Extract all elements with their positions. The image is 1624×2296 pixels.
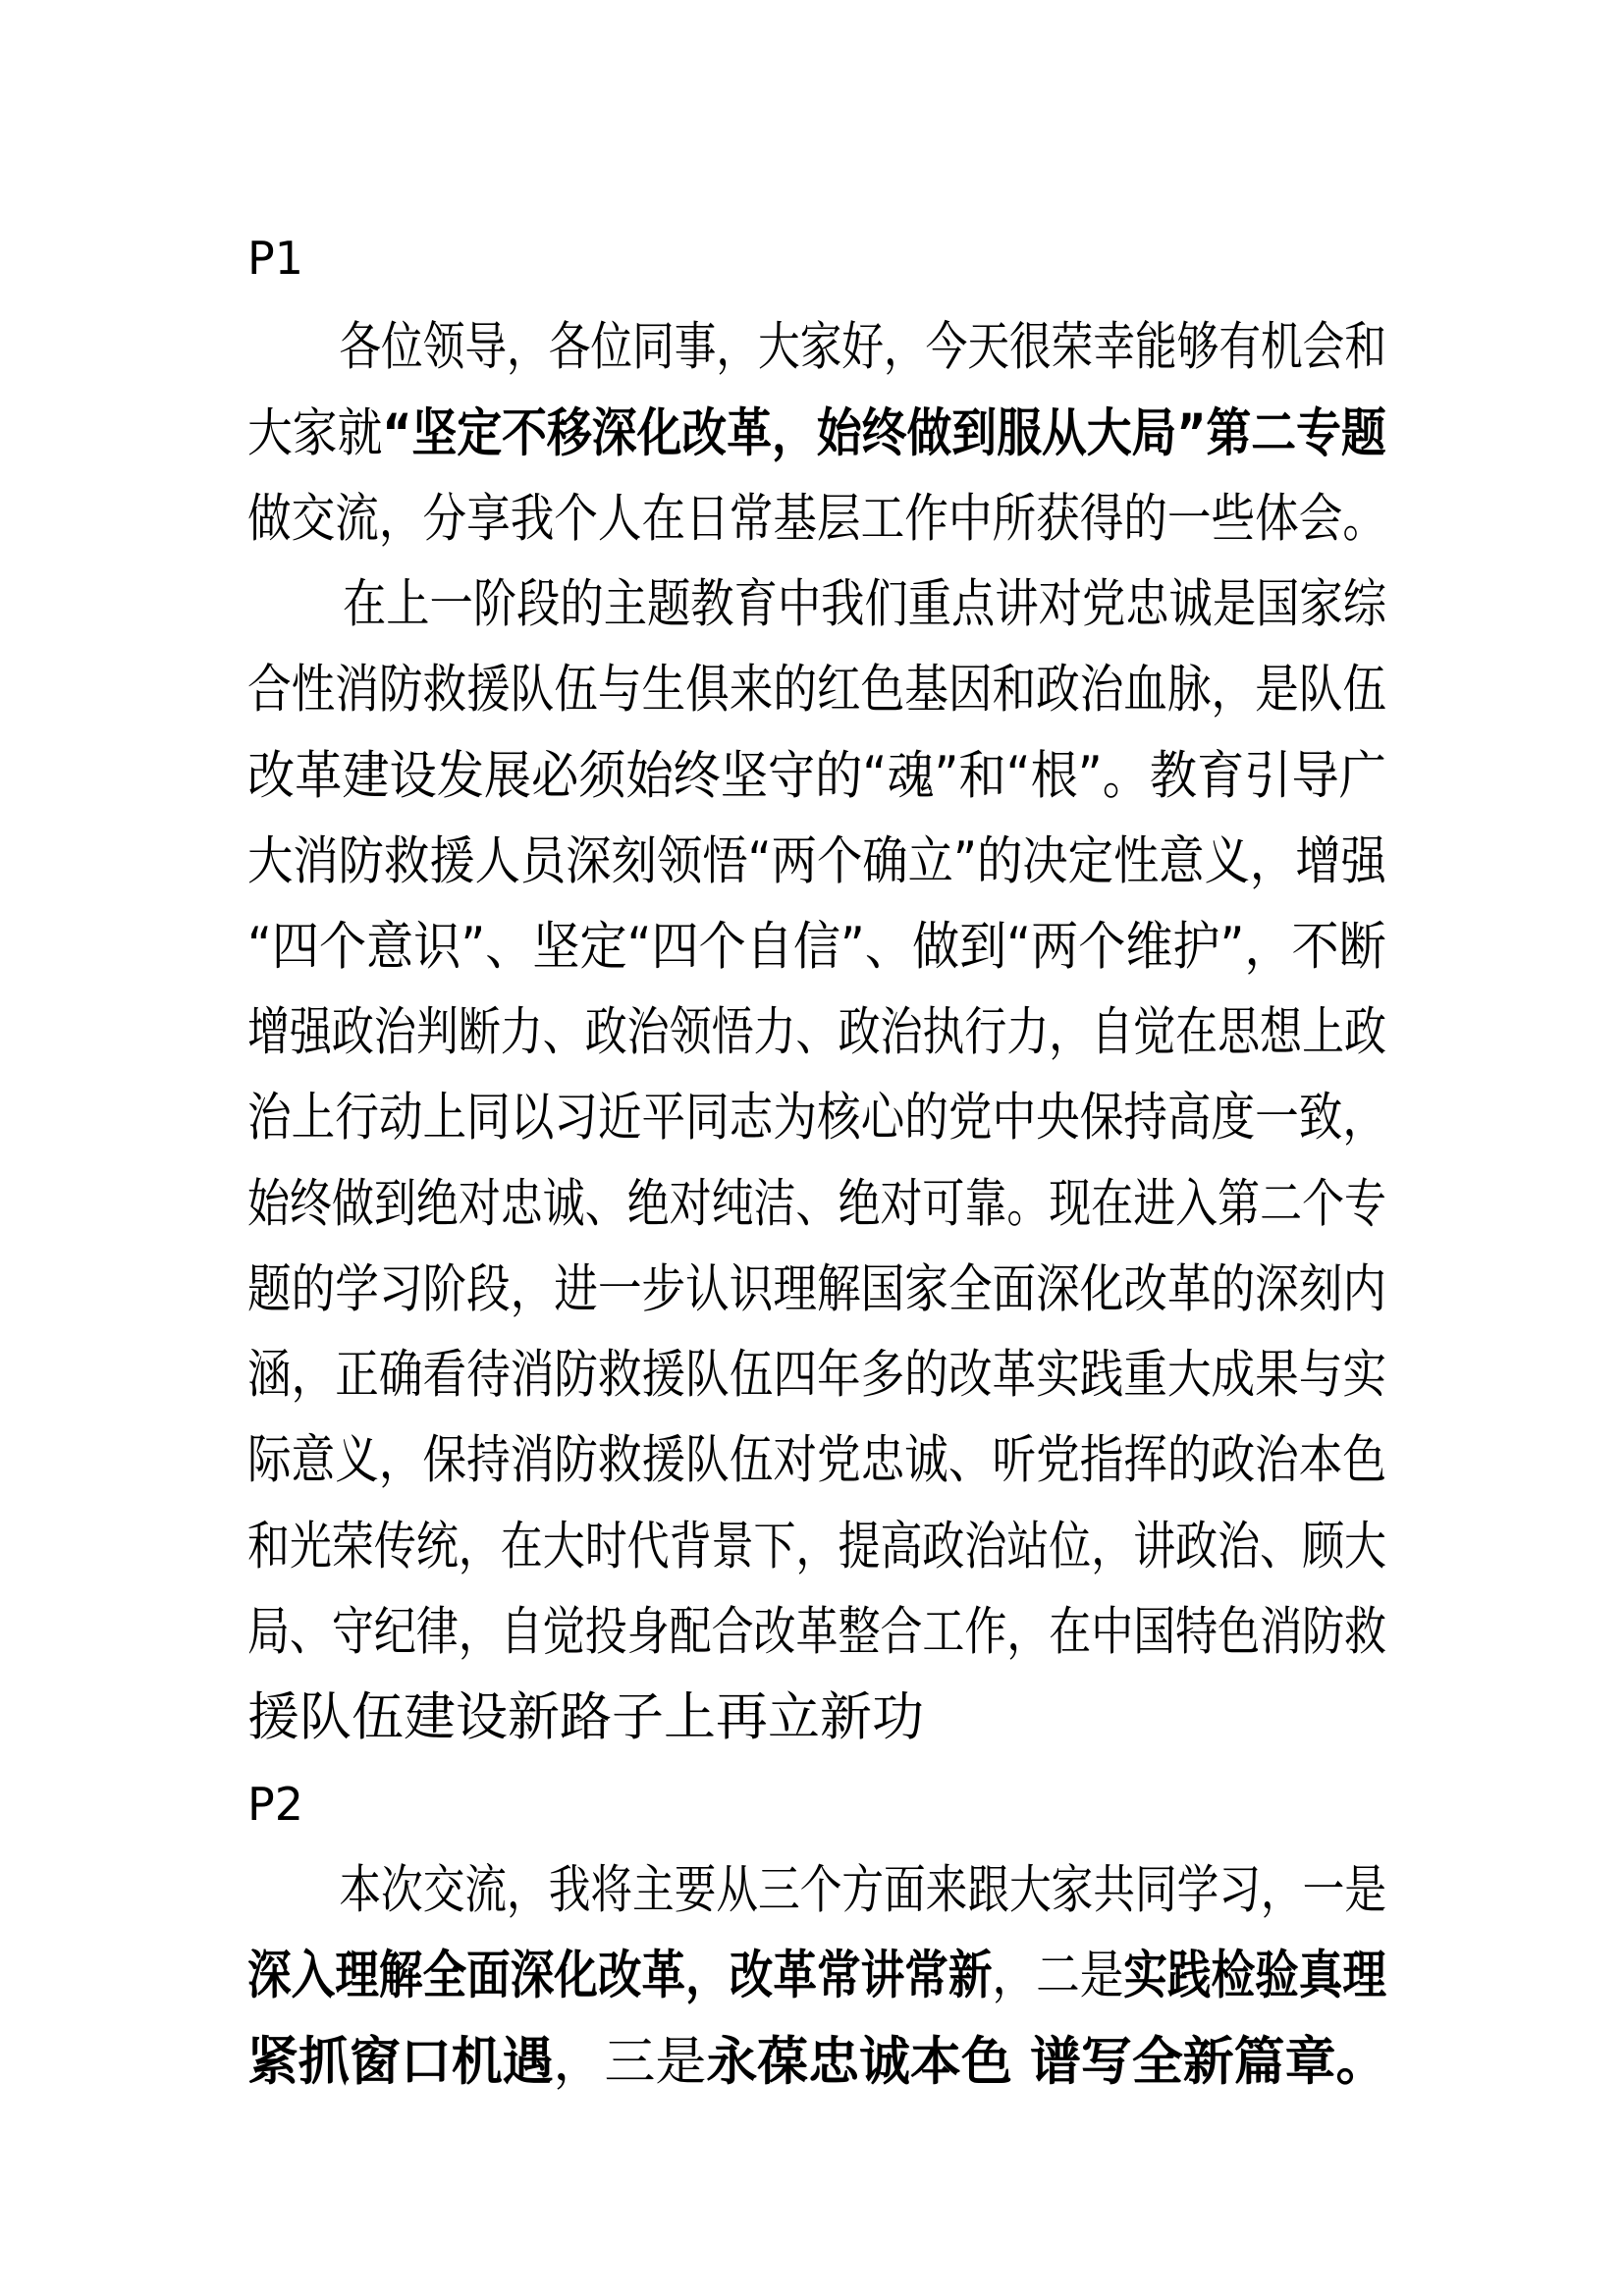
- paragraph-line: [247, 904, 1386, 989]
- body-text: 合性消防救援队伍与生俱来的红色基因和政治血脉，是队伍: [247, 660, 1386, 720]
- body-text: 局、守纪律，自觉投身配合改革整合工作，在中国特色消防救: [247, 1602, 1386, 1662]
- section-marker: P1: [247, 232, 304, 285]
- paragraph-line: [247, 1933, 1386, 2018]
- body-text: 增强政治判断力、政治领悟力、政治执行力，自觉在思想上政: [247, 1002, 1386, 1062]
- paragraph-line: [247, 1332, 1386, 1417]
- body-text: 各位领导，各位同事，大家好，今天很荣幸能够有机会和: [339, 317, 1386, 377]
- paragraph-line: [247, 1417, 1386, 1503]
- body-text: ，二是: [992, 1946, 1124, 2005]
- bold-text: “坚定不移深化改革，始终做到服从大局”第二专题: [382, 403, 1386, 463]
- body-text: 改革建设发展必须始终坚守的“魂”和“根”。教育引导广: [247, 746, 1386, 806]
- paragraph-line: [247, 1247, 1386, 1332]
- paragraph-line: [247, 304, 1478, 390]
- paragraph-line: [247, 1504, 1386, 1589]
- body-text: 始终做到绝对忠诚、绝对纯洁、绝对可靠。现在进入第二个专: [247, 1174, 1386, 1234]
- body-text: 和光荣传统，在大时代背景下，提高政治站位，讲政治、顾大: [247, 1517, 1386, 1576]
- bold-text: 深入理解全面深化改革，改革常讲常新: [247, 1946, 993, 2005]
- body-text: 做交流，分享我个人在日常基层工作中所获得的一些体会。: [247, 489, 1386, 549]
- paragraph-line: [247, 819, 1386, 904]
- body-text: 援队伍建设新路子上再立新功: [247, 1687, 924, 1747]
- paragraph-line: [247, 733, 1386, 819]
- paragraph-line: [247, 2019, 1386, 2105]
- paragraph-line: [247, 391, 1386, 476]
- body-text: 题的学习阶段，进一步认识理解国家全面深化改革的深刻内: [247, 1259, 1386, 1319]
- bold-text: 紧抓窗口机遇: [247, 2032, 554, 2092]
- body-text: “四个意识”、坚定“四个自信”、做到“两个维护”，不断: [247, 917, 1386, 977]
- paragraph-line: [247, 1589, 1386, 1675]
- bold-text: 实践检验真理: [1123, 1946, 1386, 2005]
- body-text: 际意义，保持消防救援队伍对党忠诚、听党指挥的政治本色: [247, 1430, 1386, 1490]
- paragraph-line: [247, 647, 1386, 732]
- body-text: 治上行动上同以习近平同志为核心的党中央保持高度一致，: [247, 1088, 1386, 1148]
- bold-text: 永葆忠诚本色 谱写全新篇章。: [706, 2032, 1387, 2092]
- paragraph-line: [247, 561, 1482, 647]
- paragraph-line: [247, 1161, 1386, 1247]
- paragraph-line: [247, 1675, 1386, 1760]
- body-text: 本次交流，我将主要从三个方面来跟大家共同学习，一是: [339, 1860, 1386, 1920]
- paragraph-line: [247, 989, 1386, 1075]
- section-marker: P2: [247, 1778, 304, 1831]
- body-text: ，三是: [553, 2032, 707, 2092]
- body-text: 涵，正确看待消防救援队伍四年多的改革实践重大成果与实: [247, 1345, 1386, 1405]
- paragraph-line: [247, 1075, 1386, 1160]
- paragraph-line: [247, 1847, 1478, 1933]
- body-text: 大消防救援人员深刻领悟“两个确立”的决定性意义，增强: [247, 831, 1386, 891]
- body-text: 在上一阶段的主题教育中我们重点讲对党忠诚是国家综: [342, 574, 1386, 634]
- paragraph-line: [247, 476, 1386, 561]
- body-text: 大家就: [247, 403, 383, 463]
